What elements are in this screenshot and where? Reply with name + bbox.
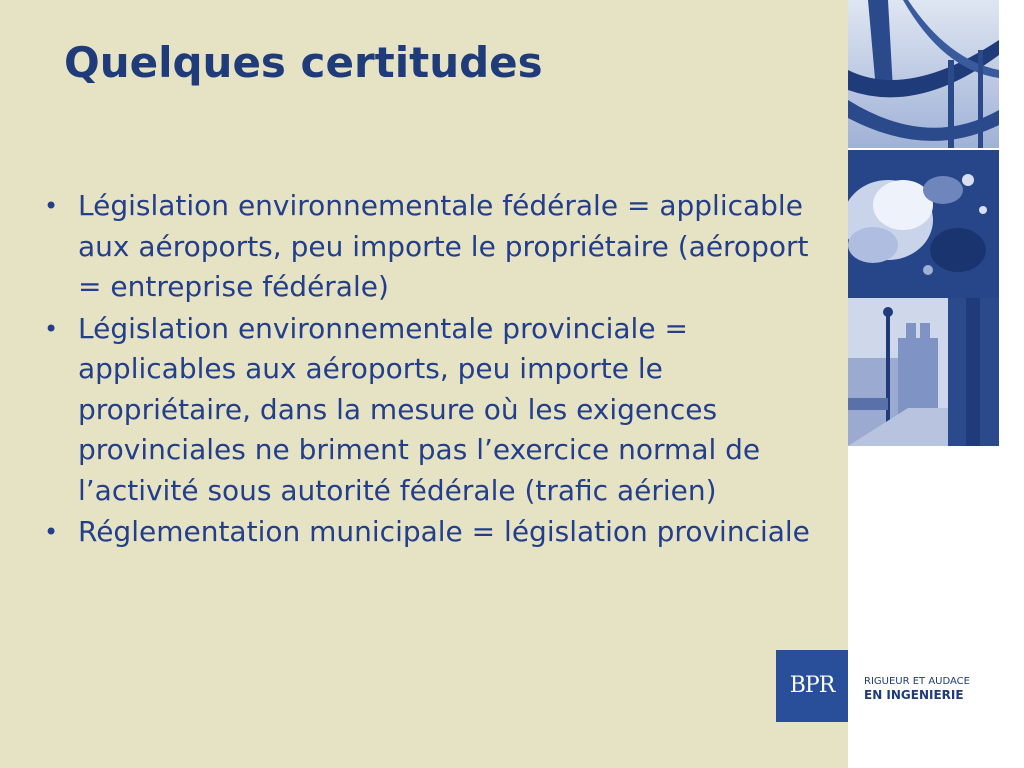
- bullet-text: Réglementation municipale = législation provinciale: [78, 515, 810, 548]
- slide-title: Quelques certitudes: [64, 38, 543, 87]
- bullet-list: [40, 186, 830, 554]
- bullet-marker: •: [44, 314, 59, 343]
- bullet-marker: •: [44, 192, 59, 220]
- tagline-line2: EN INGENIERIE: [864, 688, 964, 702]
- street-scene-photo: [848, 298, 999, 446]
- bpr-logo-mark: BPR: [789, 673, 835, 698]
- highway-overpass-photo: [848, 0, 999, 148]
- bullet-item: [40, 309, 830, 512]
- water-splash-photo: [848, 150, 999, 298]
- tagline-line1: RIGUEUR ET AUDACE: [864, 676, 970, 687]
- bullet-item: [40, 186, 830, 308]
- bullet-text: Législation environnementale provinciale = applicables aux aéroports, peu importe le propriétaire, dans la mesure où les exigences provinciales ne briment pas l’exercice normal de l’activité sous autorité fédérale (trafic aérien): [78, 311, 761, 507]
- bullet-item: [40, 512, 830, 553]
- bullet-text: Législation environnementale fédérale = applicable aux aéroports, peu importe le propriétaire (aéroport = entreprise fédérale): [78, 189, 809, 303]
- logo-tagline: [864, 676, 970, 702]
- bullet-marker: •: [44, 518, 59, 546]
- bpr-logo: [776, 650, 848, 722]
